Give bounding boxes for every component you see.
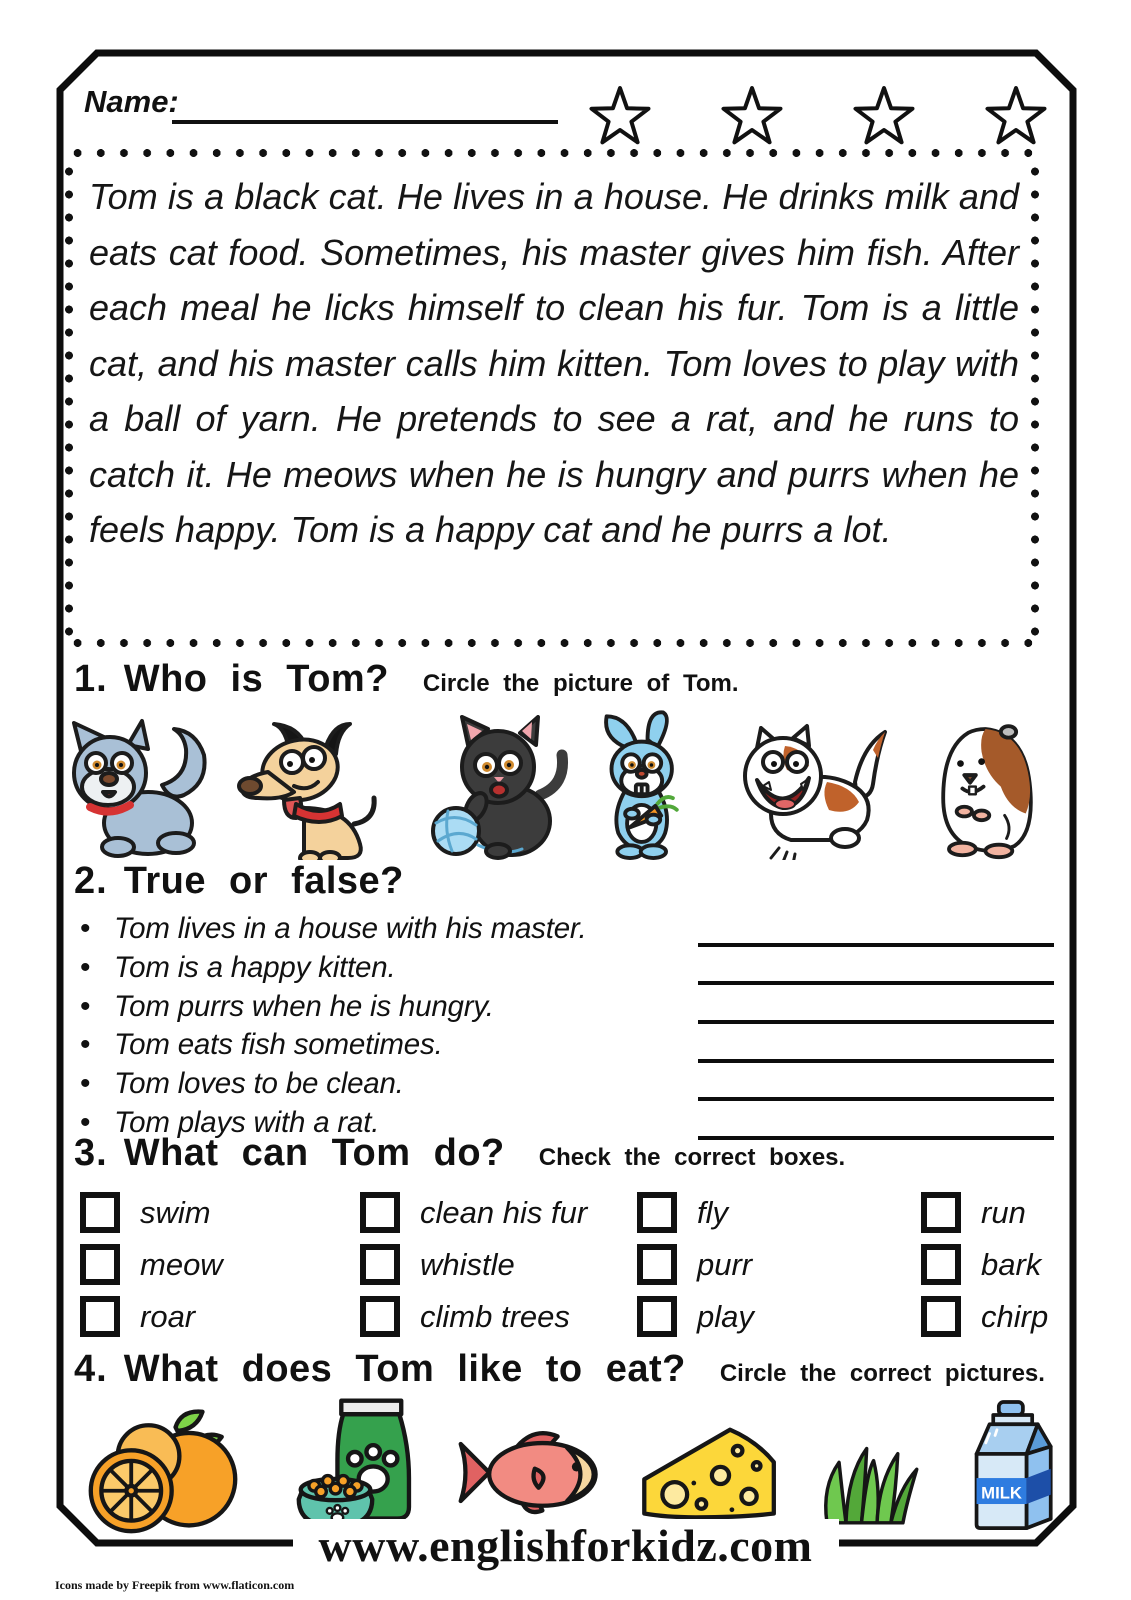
checkbox-grid <box>80 1192 1056 1356</box>
checkbox-column <box>637 1192 754 1337</box>
rabbit-image[interactable] <box>593 708 705 860</box>
true-false-row <box>80 987 1054 1026</box>
checkbox-row <box>637 1296 754 1337</box>
oranges-image[interactable] <box>78 1406 248 1536</box>
gray-cat-image[interactable] <box>62 715 212 860</box>
star-icon <box>720 84 784 148</box>
statement-text: Tom lives in a house with his master. <box>114 912 587 946</box>
checkbox[interactable] <box>637 1192 677 1233</box>
question-instruction: Circle the correct pictures. <box>719 1360 1045 1387</box>
grass-image[interactable] <box>811 1433 931 1528</box>
checkbox-label: swim <box>140 1194 211 1230</box>
reading-passage-text: Tom is a black cat. He lives in a house. He drinks milk and eats cat food. Sometimes, his master gives him fish. After each meal he licks himself to clean his fur. Tom is a little cat, and his master calls him kitten. Tom loves to play with a ball of yarn. He pretends to see a rat, and he runs to catch it. He meows when he is hungry and purrs when he feels happy. Tom is a happy cat and he purrs a lot. <box>89 176 1019 550</box>
checkbox-label: whistle <box>420 1246 515 1282</box>
checkbox[interactable] <box>80 1192 120 1233</box>
checkbox[interactable] <box>921 1192 961 1233</box>
checkbox[interactable] <box>360 1244 400 1285</box>
checkbox-row <box>80 1296 223 1337</box>
question-number: 4. <box>74 1348 108 1390</box>
dotted-border-left <box>64 160 74 636</box>
checkbox[interactable] <box>921 1244 961 1285</box>
question-number: 2. <box>74 860 108 902</box>
checkbox-row <box>360 1244 587 1285</box>
bullet: • <box>80 989 91 1023</box>
true-false-row <box>80 1026 1054 1065</box>
question-title: Who is Tom? <box>123 658 389 700</box>
true-false-list <box>80 910 1054 1142</box>
bullet: • <box>80 1105 91 1139</box>
checkbox-label: chirp <box>981 1298 1049 1334</box>
bullet: • <box>80 1028 91 1062</box>
checkbox[interactable] <box>637 1244 677 1285</box>
question-1-picture-row <box>62 702 1044 860</box>
question-title: True or false? <box>123 860 404 902</box>
checkbox-label: roar <box>140 1298 196 1334</box>
answer-line[interactable] <box>698 981 1054 985</box>
statement-text: Tom plays with a rat. <box>114 1105 380 1139</box>
star-rating-row <box>588 84 1048 148</box>
statement-text: Tom loves to be clean. <box>114 1067 404 1101</box>
question-instruction: Circle the picture of Tom. <box>422 670 739 697</box>
statement-text: Tom is a happy kitten. <box>114 951 396 985</box>
icons-attribution: Icons made by Freepik from www.flaticon.com <box>55 1578 295 1592</box>
question-title: What does Tom like to eat? <box>123 1348 686 1390</box>
dotted-border-top <box>64 148 1040 158</box>
checkbox-row <box>921 1244 1048 1285</box>
answer-line[interactable] <box>698 943 1054 947</box>
star-icon <box>984 84 1048 148</box>
checkbox-row <box>360 1192 587 1233</box>
question-2-heading <box>74 860 404 903</box>
checkbox-row <box>80 1244 223 1285</box>
reading-passage-box <box>64 148 1040 648</box>
checkbox-column <box>360 1192 587 1337</box>
dog-image[interactable] <box>234 720 394 860</box>
statement-text: Tom purrs when he is hungry. <box>114 989 494 1023</box>
checkbox[interactable] <box>360 1192 400 1233</box>
true-false-row <box>80 910 1054 949</box>
black-cat-with-yarn-image[interactable] <box>416 715 571 860</box>
question-1-heading <box>74 658 739 701</box>
bullet: • <box>80 1067 91 1101</box>
true-false-row <box>80 1065 1054 1104</box>
question-3-heading <box>74 1132 845 1175</box>
fish-image[interactable] <box>452 1425 610 1520</box>
answer-line[interactable] <box>698 1059 1054 1063</box>
checkbox-column <box>80 1192 223 1337</box>
cheese-image[interactable] <box>636 1424 784 1524</box>
checkbox-row <box>637 1192 754 1233</box>
bullet: • <box>80 951 91 985</box>
statement-text: Tom eats fish sometimes. <box>114 1028 443 1062</box>
bullet: • <box>80 912 91 946</box>
dotted-border-bottom <box>64 638 1040 648</box>
checkbox-row <box>637 1244 754 1285</box>
checkbox-row <box>921 1192 1048 1233</box>
question-number: 1. <box>74 658 108 700</box>
question-number: 3. <box>74 1132 108 1174</box>
checkbox-label: purr <box>697 1246 753 1282</box>
checkbox-label: fly <box>697 1194 728 1230</box>
star-icon <box>852 84 916 148</box>
answer-line[interactable] <box>698 1020 1054 1024</box>
question-4-heading <box>74 1348 1045 1391</box>
question-title: What can Tom do? <box>123 1132 505 1174</box>
checkbox[interactable] <box>80 1244 120 1285</box>
answer-line[interactable] <box>698 1097 1054 1101</box>
dotted-border-right <box>1030 160 1040 636</box>
name-label: Name: <box>84 84 179 119</box>
checkbox-label: climb trees <box>420 1298 570 1334</box>
star-icon <box>588 84 652 148</box>
true-false-row <box>80 949 1054 988</box>
checkbox-row <box>921 1296 1048 1337</box>
website-footer: www.englishforkidz.com <box>293 1519 839 1572</box>
cat-food-image[interactable] <box>275 1391 425 1536</box>
checkbox-row <box>360 1296 587 1337</box>
checkbox-row <box>80 1192 223 1233</box>
white-orange-cat-image[interactable] <box>727 720 902 860</box>
checkbox[interactable] <box>921 1296 961 1337</box>
checkbox-label: play <box>697 1298 754 1334</box>
checkbox[interactable] <box>360 1296 400 1337</box>
checkbox-label: bark <box>981 1246 1042 1282</box>
milk-carton-image[interactable] <box>958 1396 1060 1536</box>
question-instruction: Check the correct boxes. <box>538 1144 846 1171</box>
question-4-picture-row <box>78 1394 1060 1536</box>
hamster-image[interactable] <box>924 718 1044 860</box>
checkbox[interactable] <box>80 1296 120 1337</box>
checkbox[interactable] <box>637 1296 677 1337</box>
checkbox-label: clean his fur <box>420 1194 588 1230</box>
checkbox-column <box>921 1192 1048 1337</box>
milk-label: MILK <box>981 1483 1022 1503</box>
checkbox-label: meow <box>140 1246 223 1282</box>
name-write-line[interactable] <box>172 90 558 124</box>
checkbox-label: run <box>981 1194 1026 1230</box>
